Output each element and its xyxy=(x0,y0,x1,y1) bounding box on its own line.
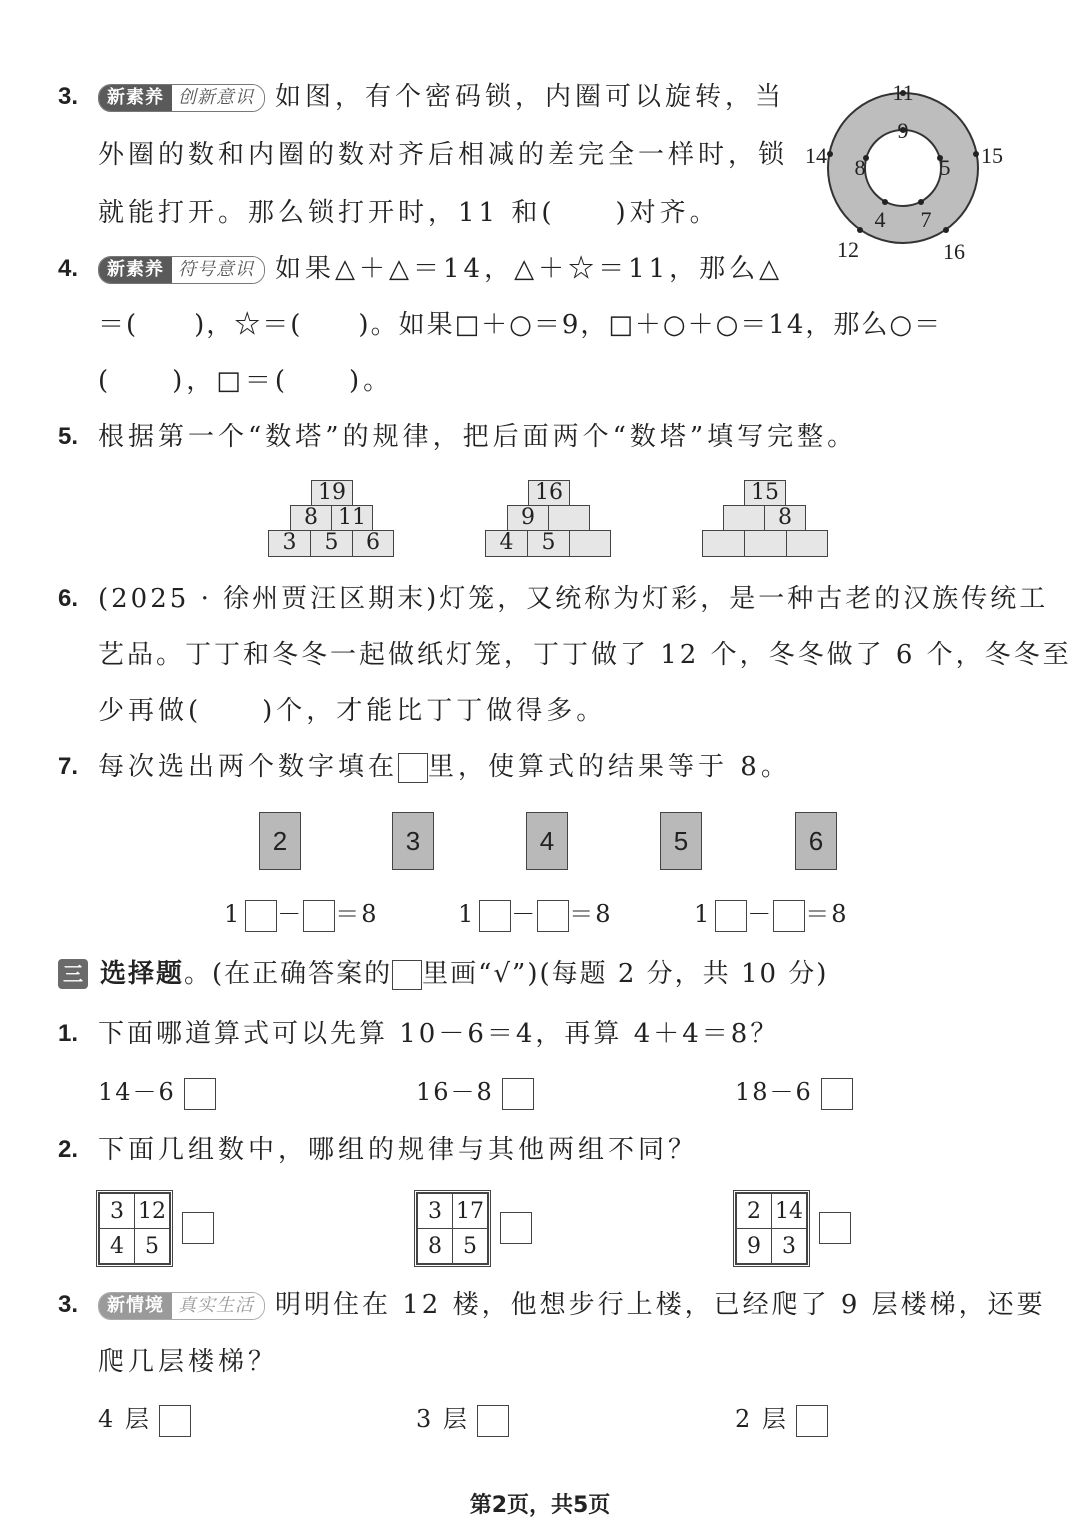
tower3-mid-left[interactable] xyxy=(723,505,765,531)
q7-eq3-box2[interactable] xyxy=(773,900,805,932)
c2-option-a-checkbox[interactable] xyxy=(182,1212,214,1244)
tower2-bottom-left: 4 xyxy=(485,530,528,557)
c2-text: 下面几组数中，哪组的规律与其他两组不同？ xyxy=(98,1135,699,1165)
c1-number: 1. xyxy=(58,1020,79,1047)
q7-equation-3: 1 － ＝8 xyxy=(694,898,849,932)
q7-text xyxy=(98,750,791,784)
tower3-top: 15 xyxy=(744,480,786,506)
tower3-bottom-mid[interactable] xyxy=(744,530,787,557)
c3-option-c-checkbox[interactable] xyxy=(796,1405,828,1437)
section3-instr-b: 里画“√”)(每题 2 分，共 10 分) xyxy=(422,959,829,989)
section3-instr-a: 。(在正确答案的 xyxy=(184,959,393,989)
section3-icon: 三 xyxy=(58,959,88,989)
tower2-mid-left: 9 xyxy=(507,505,549,531)
q3-tag-sub: 创新意识 xyxy=(172,85,264,111)
q5-number: 5. xyxy=(58,423,79,450)
c1-option-a-checkbox[interactable] xyxy=(184,1078,216,1110)
c1-option-a: 14－6 xyxy=(98,1076,216,1110)
q6-line3: 少再做( )个，才能比丁丁做得多。 xyxy=(98,696,607,726)
q7-number: 7. xyxy=(58,753,79,780)
q7-equation-1: 1 － ＝8 xyxy=(224,898,379,932)
tower2-bottom-right[interactable] xyxy=(569,530,611,557)
number-card-5[interactable]: 5 xyxy=(660,812,702,870)
q3-line3: 就能打开。那么锁打开时，11 和( )对齐。 xyxy=(98,198,720,228)
c1-option-c: 18－6 xyxy=(735,1076,853,1110)
q4-tag xyxy=(98,256,265,284)
tower3-bottom-right[interactable] xyxy=(786,530,828,557)
c3-option-b-checkbox[interactable] xyxy=(477,1405,509,1437)
outer-number-14: 14 xyxy=(805,143,827,168)
q3-tag-main: 新素养 xyxy=(99,85,172,111)
q4-line2: ＝( )，☆＝( )。如果□＋○＝9，□＋○＋○＝14，那么○＝ xyxy=(98,310,943,340)
number-card-3[interactable]: 3 xyxy=(392,812,434,870)
c3-line1 xyxy=(98,1288,1046,1322)
combination-lock-diagram xyxy=(795,78,1015,268)
tower2-mid-right[interactable] xyxy=(548,505,590,531)
q7-inline-box xyxy=(398,753,428,783)
q7-eq2-box2[interactable] xyxy=(537,900,569,932)
q6-line1: (2025 · 徐州贾汪区期末)灯笼，又统称为灯彩，是一种古老的汉族传统工 xyxy=(98,584,1049,614)
q7-equation-2: 1 － ＝8 xyxy=(458,898,613,932)
tower1-bottom-left: 3 xyxy=(268,530,311,557)
tower1-mid-right: 11 xyxy=(331,505,373,531)
inner-number-5: 5 xyxy=(939,155,951,180)
section3-title: 选择题 xyxy=(100,959,185,989)
tower3-bottom-left[interactable] xyxy=(702,530,745,557)
c2-grid-a: 3 12 4 5 xyxy=(96,1190,173,1267)
c3-option-b: 3 层 xyxy=(416,1403,509,1437)
c2-grid-c: 2 14 9 3 xyxy=(733,1190,810,1267)
q7-eq1-box2[interactable] xyxy=(303,900,335,932)
q7-text-a: 每次选出两个数字填在 xyxy=(98,752,399,782)
q4-line1 xyxy=(98,252,783,286)
q7-eq1-box1[interactable] xyxy=(245,900,277,932)
q6-line2: 艺品。丁丁和冬冬一起做纸灯笼，丁丁做了 12 个，冬冬做了 6 个，冬冬至 xyxy=(98,640,1072,670)
inner-number-4: 4 xyxy=(874,207,886,232)
q4-tag-main: 新素养 xyxy=(99,257,172,283)
c2-option-c-checkbox[interactable] xyxy=(819,1212,851,1244)
c3-tag-sub: 真实生活 xyxy=(172,1293,264,1319)
c2-grid-b: 3 17 8 5 xyxy=(414,1190,491,1267)
q7-text-b: 里，使算式的结果等于 8。 xyxy=(428,752,791,782)
outer-number-15: 15 xyxy=(981,143,1003,168)
q3-line1-text: 如图，有个密码锁，内圈可以旋转，当 xyxy=(275,82,786,112)
c1-option-c-checkbox[interactable] xyxy=(821,1078,853,1110)
tower3-mid-right: 8 xyxy=(764,505,806,531)
q4-line3: ( )，□＝( )。 xyxy=(98,366,394,396)
q4-number: 4. xyxy=(58,255,79,282)
q3-line2: 外圈的数和内圈的数对齐后相减的差完全一样时，锁 xyxy=(98,140,789,170)
q3-line1 xyxy=(98,80,785,114)
c3-line1-text: 明明住在 12 楼，他想步行上楼，已经爬了 9 层楼梯，还要 xyxy=(275,1290,1046,1320)
tower2-top: 16 xyxy=(528,480,570,506)
tower2-bottom-mid: 5 xyxy=(527,530,570,557)
c1-option-b-checkbox[interactable] xyxy=(502,1078,534,1110)
tower1-mid-left: 8 xyxy=(290,505,332,531)
outer-number-16: 16 xyxy=(943,239,965,264)
q7-eq3-box1[interactable] xyxy=(715,900,747,932)
outer-number-11: 11 xyxy=(892,80,914,105)
tower1-bottom-right: 6 xyxy=(352,530,394,557)
tower1-top: 19 xyxy=(311,480,353,506)
page-footer: 第2页，共5页 xyxy=(469,1493,611,1518)
q3-number: 3. xyxy=(58,83,79,110)
q5-text: 根据第一个“数塔”的规律，把后面两个“数塔”填写完整。 xyxy=(98,422,858,452)
q6-number: 6. xyxy=(58,585,79,612)
c1-option-b: 16－8 xyxy=(416,1076,534,1110)
number-card-2[interactable]: 2 xyxy=(259,812,301,870)
inner-number-7: 7 xyxy=(920,207,932,232)
c2-option-b-checkbox[interactable] xyxy=(500,1212,532,1244)
c3-line2: 爬几层楼梯？ xyxy=(98,1347,279,1377)
q3-tag xyxy=(98,84,265,112)
q4-line1-text: 如果△＋△＝14，△＋☆＝11，那么△ xyxy=(275,254,784,284)
number-card-4[interactable]: 4 xyxy=(526,812,568,870)
c3-number: 3. xyxy=(58,1291,79,1318)
number-card-6[interactable]: 6 xyxy=(795,812,837,870)
c2-number: 2. xyxy=(58,1136,79,1163)
c3-option-c: 2 层 xyxy=(735,1403,828,1437)
inner-number-8: 8 xyxy=(854,155,866,180)
c3-tag-main: 新情境 xyxy=(99,1293,172,1319)
c1-text: 下面哪道算式可以先算 10－6＝4，再算 4＋4＝8？ xyxy=(98,1019,780,1049)
inner-number-9: 9 xyxy=(897,118,909,143)
q7-eq2-box1[interactable] xyxy=(479,900,511,932)
c3-option-a: 4 层 xyxy=(98,1403,191,1437)
q4-tag-sub: 符号意识 xyxy=(172,257,264,283)
outer-number-12: 12 xyxy=(837,237,859,262)
c3-tag xyxy=(98,1292,265,1320)
section3-inline-box xyxy=(392,960,422,990)
tower1-bottom-mid: 5 xyxy=(310,530,353,557)
c3-option-a-checkbox[interactable] xyxy=(159,1405,191,1437)
section3-header xyxy=(100,957,828,991)
